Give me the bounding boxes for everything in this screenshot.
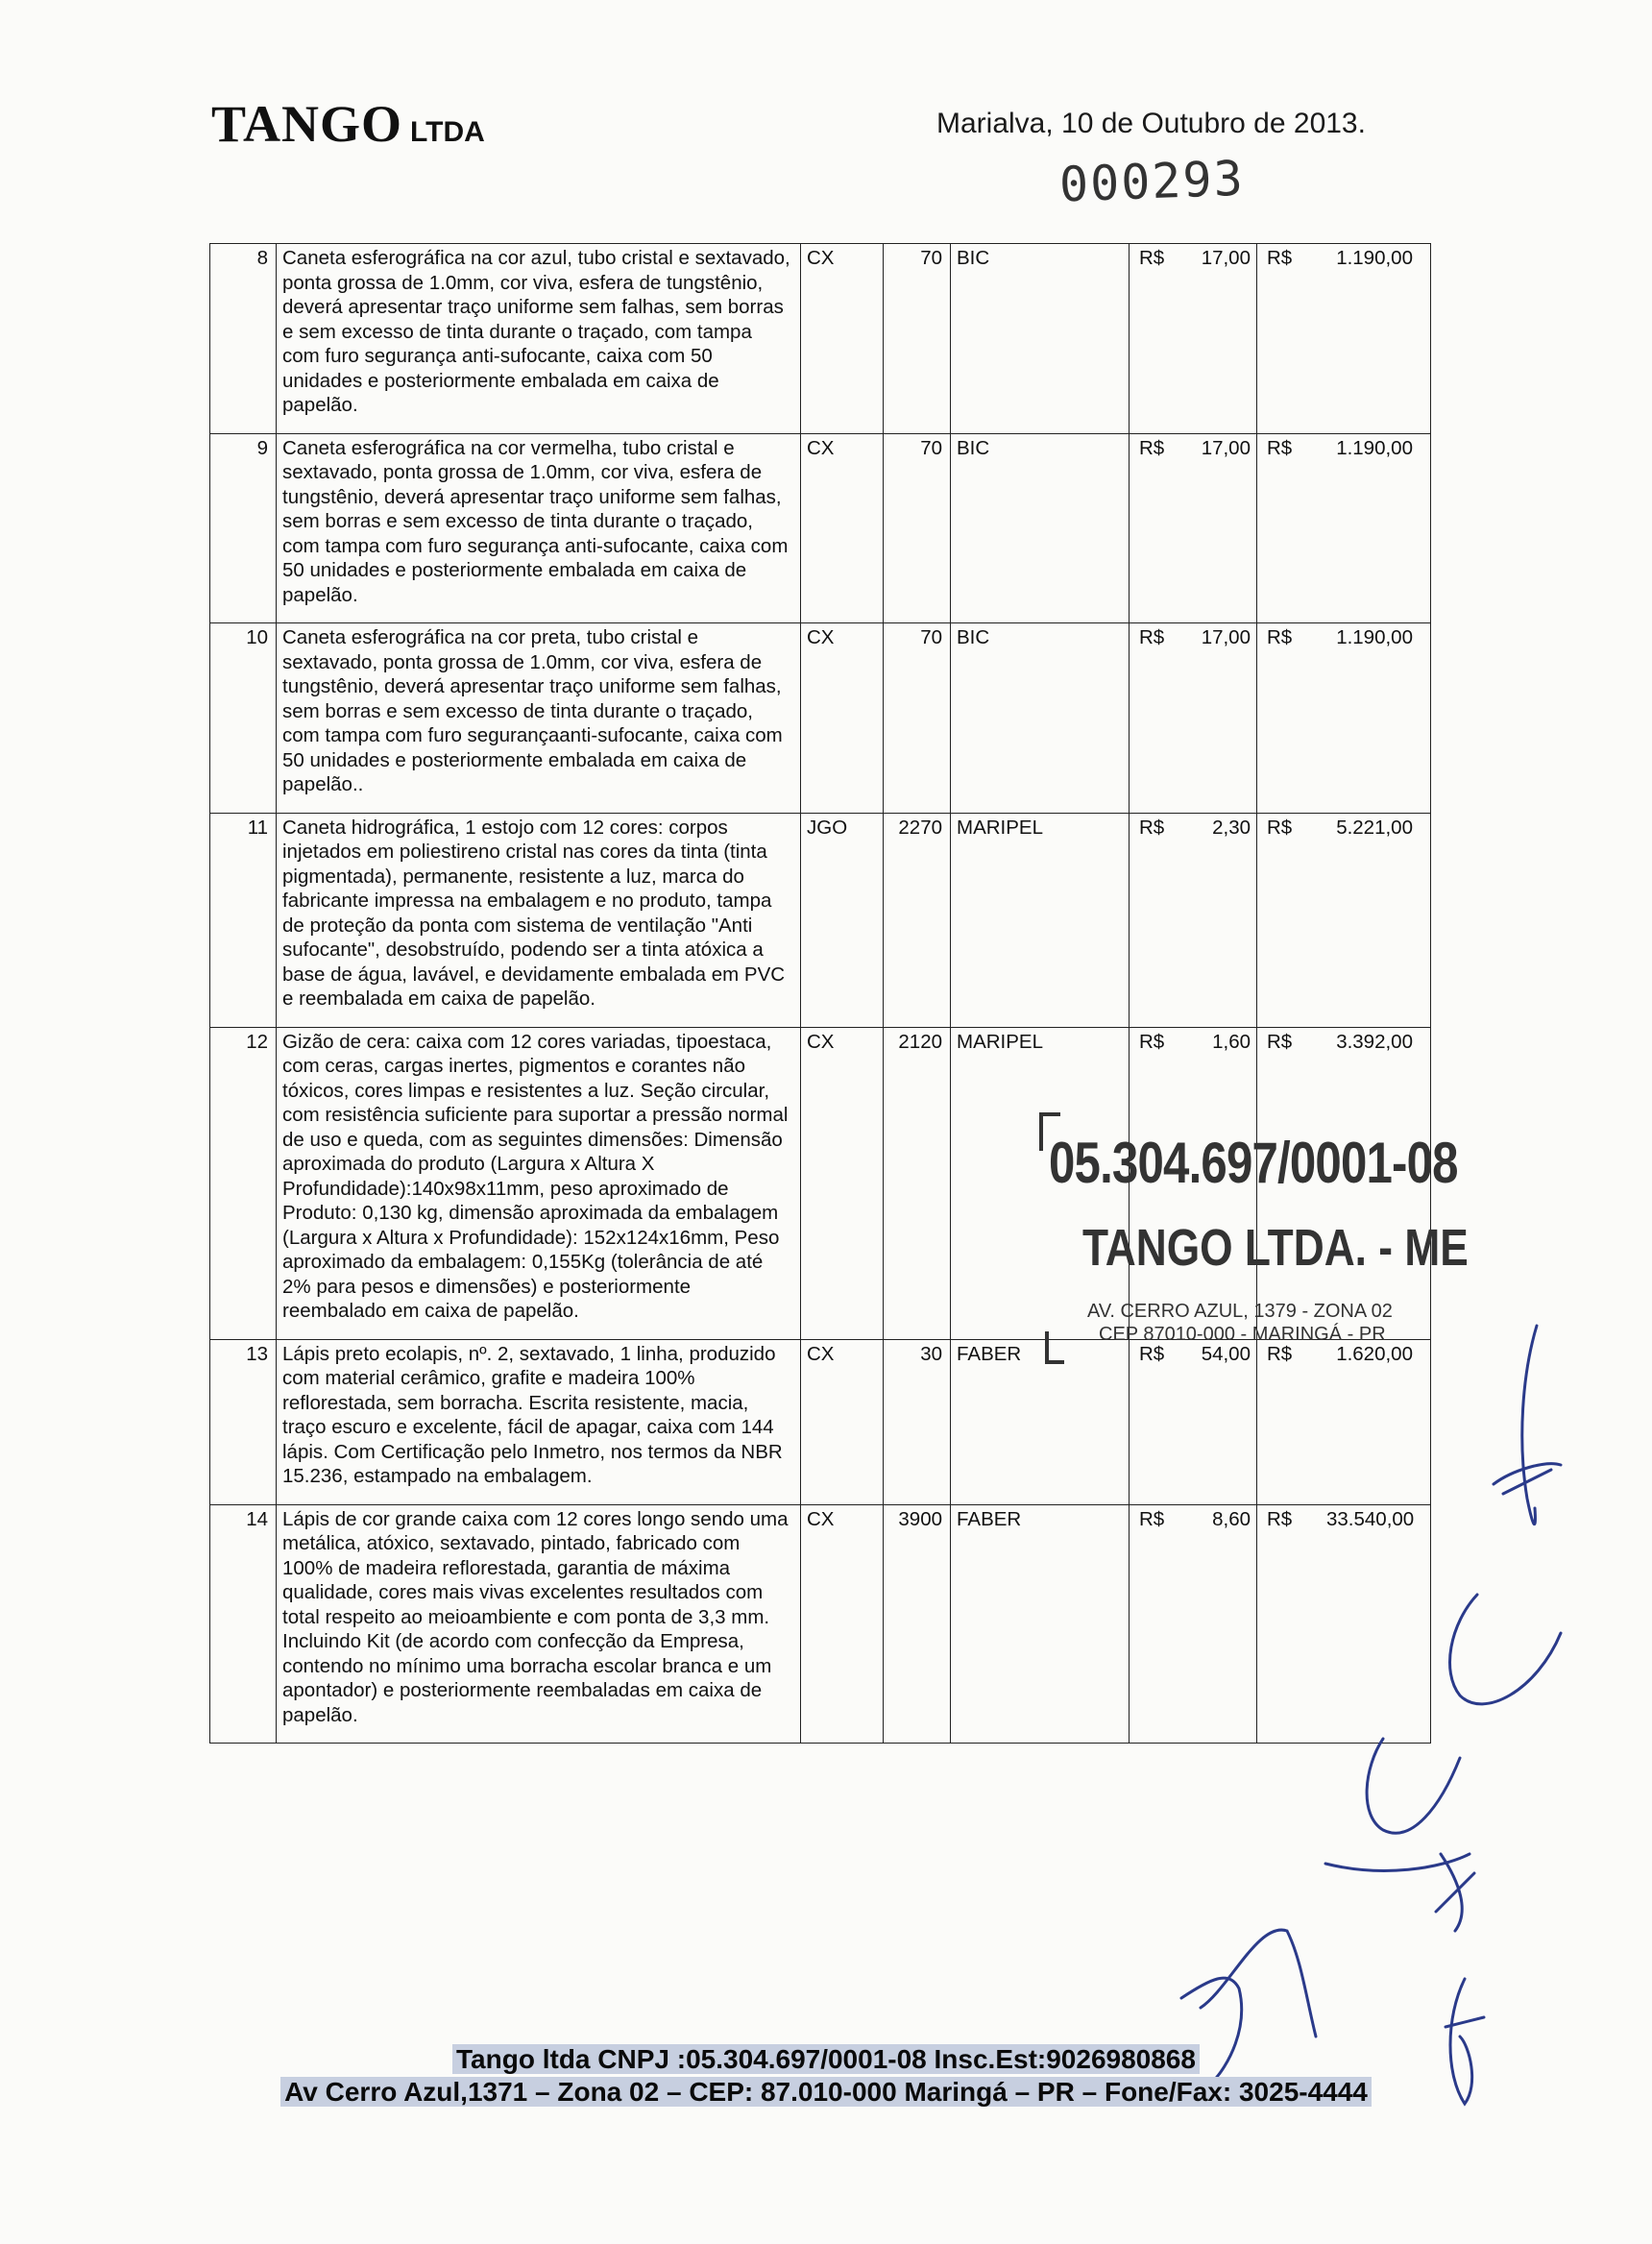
item-total-amount: 1.190,00 [1336, 436, 1413, 459]
item-unit-price-currency: R$ [1139, 1342, 1165, 1365]
item-unit-price [1130, 433, 1257, 623]
item-number: 14 [210, 1504, 277, 1744]
item-unit-price-currency: R$ [1139, 247, 1165, 269]
initial-stroke [1436, 1854, 1474, 1931]
item-unit-price-currency: R$ [1139, 626, 1165, 648]
item-number: 13 [210, 1339, 277, 1504]
item-total-amount: 1.190,00 [1336, 626, 1413, 648]
item-unit: CX [801, 1027, 884, 1339]
item-description: Lápis preto ecolapis, nº. 2, sextavado, 1 linha, produzido com material cerâmico, grafite e madeira 100% reflorestada, sem borracha. Escrita resistente, macia, traço escuro e excelente, fácil de apagar, caixa com 144 lápis. Com Certificação pelo Inmetro, nos termos da NBR 15.236, estampado na embalagem. [277, 1339, 801, 1504]
logo-suffix: LTDA [410, 116, 485, 148]
initial-stroke [1450, 1595, 1561, 1704]
item-unit-price-amount: 54,00 [1201, 1342, 1251, 1365]
item-unit-price [1130, 244, 1257, 434]
item-total-currency: R$ [1267, 1030, 1293, 1053]
item-quantity: 2270 [884, 813, 951, 1027]
item-quantity: 70 [884, 623, 951, 814]
item-total-currency: R$ [1267, 1342, 1293, 1365]
stamp-cnpj: 05.304.697/0001-08 [1049, 1131, 1458, 1195]
item-unit: CX [801, 623, 884, 814]
item-brand: BIC [951, 623, 1130, 814]
initial-stroke [1522, 1326, 1537, 1524]
table-row [210, 623, 1431, 814]
item-total-amount: 33.540,00 [1326, 1507, 1415, 1530]
item-unit: CX [801, 433, 884, 623]
item-total [1257, 433, 1431, 623]
item-quantity: 70 [884, 244, 951, 434]
document-number: 000293 [1058, 150, 1246, 213]
item-unit-price-currency: R$ [1139, 816, 1165, 839]
item-unit: CX [801, 1504, 884, 1744]
items-table-body [210, 244, 1431, 1744]
item-brand: FABER [951, 1339, 1130, 1504]
item-number: 12 [210, 1027, 277, 1339]
item-total-currency: R$ [1267, 626, 1293, 648]
item-unit-price-currency: R$ [1139, 1030, 1165, 1053]
item-unit-price [1130, 1504, 1257, 1744]
initial-stroke [1325, 1739, 1470, 1870]
item-quantity: 3900 [884, 1504, 951, 1744]
item-total-currency: R$ [1267, 1507, 1293, 1530]
item-unit: CX [801, 244, 884, 434]
item-number: 11 [210, 813, 277, 1027]
item-unit-price [1130, 623, 1257, 814]
item-total-amount: 5.221,00 [1336, 816, 1413, 839]
items-table [209, 243, 1431, 1744]
company-logo [211, 94, 485, 154]
item-total-currency: R$ [1267, 436, 1293, 459]
item-unit-price-amount: 17,00 [1201, 626, 1251, 648]
item-total-currency: R$ [1267, 816, 1293, 839]
item-total-currency: R$ [1267, 247, 1293, 269]
item-description: Caneta esferográfica na cor preta, tubo cristal e sextavado, ponta grossa de 1.0mm, cor viva, esfera de tungstênio, deverá apresentar traço uniforme sem falhas, sem borras e sem excesso de tinta durante o traçado, com tampa com furo segurançaanti-sufocante, caixa com 50 unidades e posteriormente embalada em caixa de papelão.. [277, 623, 801, 814]
table-row [210, 1504, 1431, 1744]
footer-line2 [0, 2077, 1652, 2108]
item-unit: CX [801, 1339, 884, 1504]
item-total [1257, 623, 1431, 814]
item-description: Gizão de cera: caixa com 12 cores variadas, tipoestaca, com ceras, cargas inertes, pigmentos e corantes não tóxicos, cores limpas e resistentes a luz. Seção circular, com resistência suficiente para suportar a pressão normal de uso e queda, com as seguintes dimensões: Dimensão aproximada do produto (Largura x Altura X Profundidade):140x98x11mm, peso aproximado de Produto: 0,130 kg, dimensão aproximada da embalagem (Largura x Altura x Profundidade): 152x124x16mm, Peso aproximado da embalagem: 0,155Kg (tolerância de até 2% para pesos e dimensões) e posteriormente reembalado em caixa de papelão. [277, 1027, 801, 1339]
item-unit-price-amount: 2,30 [1212, 816, 1251, 839]
item-unit-price-currency: R$ [1139, 1507, 1165, 1530]
item-number: 8 [210, 244, 277, 434]
item-number: 10 [210, 623, 277, 814]
initial-stroke [1494, 1464, 1561, 1494]
item-description: Caneta esferográfica na cor vermelha, tubo cristal e sextavado, ponta grossa de 1.0mm, cor viva, esfera de tungstênio, deverá apresentar traço uniforme sem falhas, sem borras e sem excesso de tinta durante o traçado, com tampa com furo segurança anti-sufocante, caixa com 50 unidades e posteriormente embalada em caixa de papelão. [277, 433, 801, 623]
item-description: Caneta hidrográfica, 1 estojo com 12 cores: corpos injetados em poliestireno cristal nas cores da tinta (tinta pigmentada), permanente, resistente a luz, marca do fabricante impressa na embalagem e no produto, tampa de proteção da ponta com sistema de ventilação "Anti sufocante", desobstruído, podendo ser a tinta atóxica a base de água, lavável, e devidamente embalada em PVC e reembalada em caixa de papelão. [277, 813, 801, 1027]
item-number: 9 [210, 433, 277, 623]
item-unit-price [1130, 813, 1257, 1027]
item-quantity: 30 [884, 1339, 951, 1504]
footer-line1-text: Tango ltda CNPJ :05.304.697/0001-08 Insc.Est:9026980868 [452, 2044, 1200, 2074]
stamp-corner-mark [1039, 1112, 1043, 1151]
stamp-company-name: TANGO LTDA. - ME [1082, 1219, 1469, 1277]
item-unit: JGO [801, 813, 884, 1027]
company-stamp [1039, 1112, 1469, 1381]
item-unit-price-amount: 1,60 [1212, 1030, 1251, 1053]
item-total-amount: 1.620,00 [1336, 1342, 1413, 1365]
item-total-amount: 3.392,00 [1336, 1030, 1413, 1053]
footer-line1 [0, 2044, 1652, 2075]
item-unit-price-amount: 17,00 [1201, 247, 1251, 269]
item-description: Lápis de cor grande caixa com 12 cores longo sendo uma metálica, atóxico, sextavado, pintado, fabricado com 100% de madeira reflorestada, garantia de máxima qualidade, cores mais vivas excelentes resultados com total respeito ao meioambiente e com ponta de 3,3 mm. Incluindo Kit (de acordo com confecção da Empresa, contendo no mínimo uma borracha escolar branca e um apontador) e posteriormente reembaladas em caixa de papelão. [277, 1504, 801, 1744]
item-brand: FABER [951, 1504, 1130, 1744]
table-row [210, 433, 1431, 623]
item-brand: BIC [951, 244, 1130, 434]
item-brand: BIC [951, 433, 1130, 623]
logo-text: TANGO [211, 95, 403, 153]
item-brand: MARIPEL [951, 1027, 1130, 1339]
item-quantity: 70 [884, 433, 951, 623]
table-row [210, 813, 1431, 1027]
item-description: Caneta esferográfica na cor azul, tubo cristal e sextavado, ponta grossa de 1.0mm, cor viva, esfera de tungstênio, deverá apresentar traço uniforme sem falhas, sem borras e sem excesso de tinta durante o traçado, com tampa com furo segurança anti-sufocante, caixa com 50 unidades e posteriormente embalada em caixa de papelão. [277, 244, 801, 434]
table-row [210, 244, 1431, 434]
item-total [1257, 813, 1431, 1027]
stamp-address-line2: CEP 87010-000 - MARINGÁ - PR [1099, 1324, 1386, 1345]
item-unit-price-currency: R$ [1139, 436, 1165, 459]
place-and-date: Marialva, 10 de Outubro de 2013. [936, 108, 1366, 139]
item-total [1257, 244, 1431, 434]
stamp-corner-mark [1045, 1331, 1049, 1360]
item-unit-price-amount: 8,60 [1212, 1507, 1251, 1530]
item-unit-price-amount: 17,00 [1201, 436, 1251, 459]
item-total [1257, 1504, 1431, 1744]
item-brand: MARIPEL [951, 813, 1130, 1027]
footer-line2-text: Av Cerro Azul,1371 – Zona 02 – CEP: 87.010-000 Maringá – PR – Fone/Fax: 3025-4444 [280, 2077, 1372, 2107]
item-quantity: 2120 [884, 1027, 951, 1339]
item-total-amount: 1.190,00 [1336, 247, 1413, 269]
stamp-address-line1: AV. CERRO AZUL, 1379 - ZONA 02 [1087, 1301, 1393, 1322]
stamp-corner-mark [1045, 1360, 1064, 1364]
